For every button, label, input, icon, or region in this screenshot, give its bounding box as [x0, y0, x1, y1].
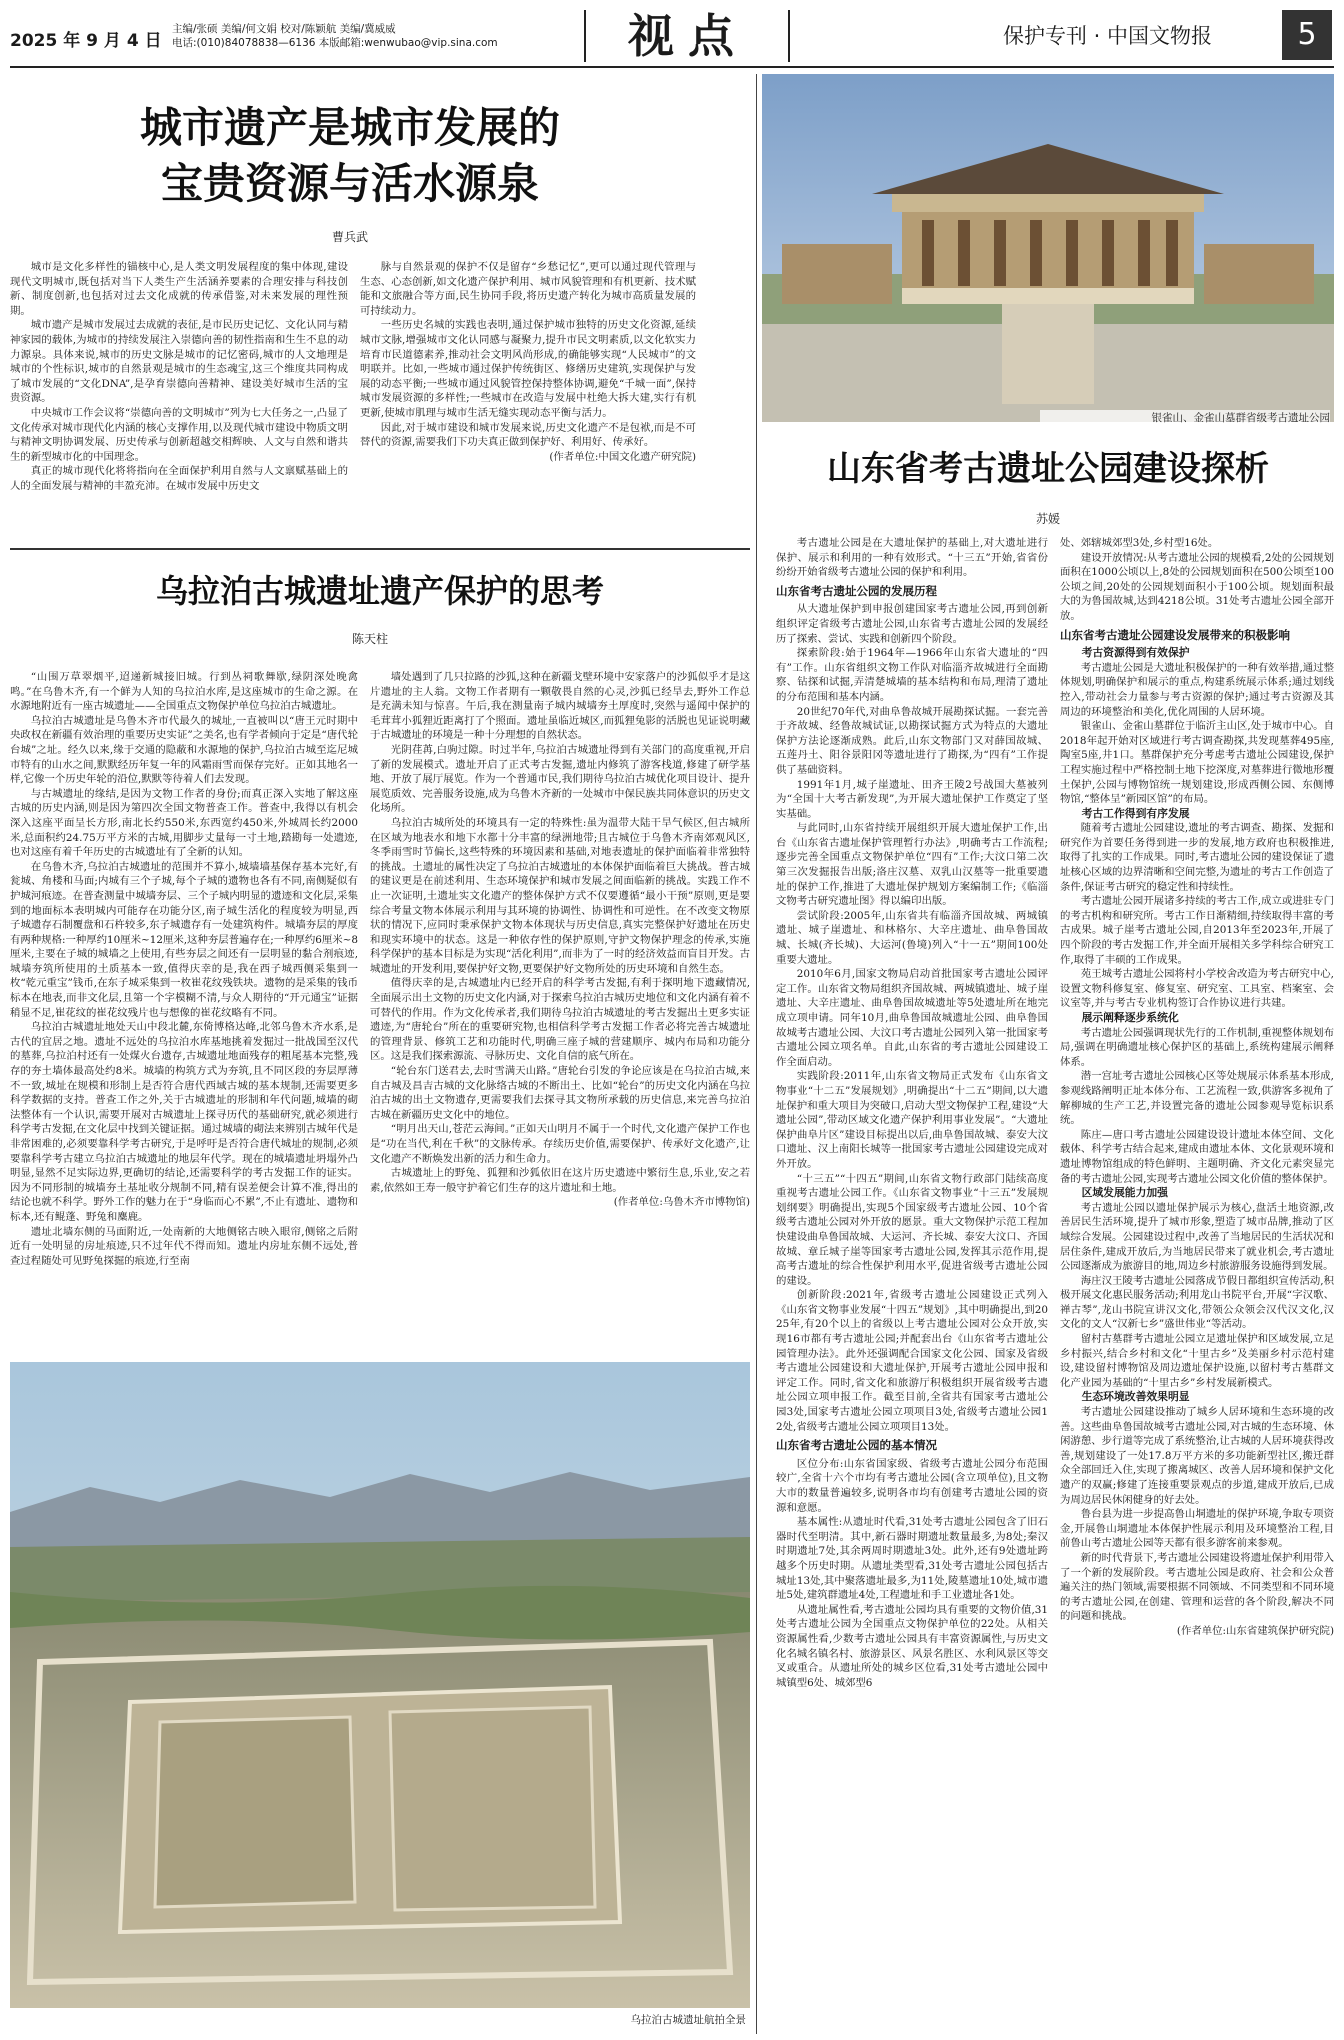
- paragraph: 与此同时,山东省持续开展组织开展大遗址保护工作,出台《山东省古遗址保护管理暂行办法》,明确考古工作流程;逐步完善全国重点文物保护单位“四有”工作;大汶口第二次第三次发掘报告出版;洛庄汉墓、双乳山汉墓等一批重要遗址的保护工作,推进了大遗址保护规划方案编制工作;《临淄文物考古研究遗址图》得以编印出版。: [776, 822, 1048, 908]
- article3-minor-heading: 展示阐释逐步系统化: [1081, 1011, 1179, 1024]
- article3-subheading-effect: 山东省考古遗址公园建设发展带来的积极影响: [1060, 627, 1290, 642]
- article1-column-1: [10, 260, 348, 516]
- paragraph: 乌拉泊古城遗址地处天山中段北麓,东倚博格达峰,北邻乌鲁木齐水系,是古代的宜居之地。遗址不远处的乌拉泊水库基地挑着发掘过一批战国至汉代的墓葬,乌拉泊村还有一处煤火台遗存,古城遗址地面残存的粗尾基本完整,残存的夯土墙体最高处约8米。城墙的构筑方式为夯筑,且不同区段的夯层厚薄不一致,城址在规模和形制上是否符合唐代西域古城的基本规制,还需要更多科学数据的支持。普查工作之外,关于古城遗址的形制和年代问题,城墙的砌法整体有一个认识,需要开展对古城遗址上探寻历代的基础研究,就必须进行科学考古发掘,在文化层中找到关键证据。通过城墙的砌法来辨别古城年代是非常困难的,必须要靠科学考古研究,于是呼吁是否符合唐代城址的规制,必须要靠科学考古建立乌拉泊古城遗址的地层年代学。现在的城墙遗址坍塌外凸明显,显然不足实际边界,更确切的结论,还需要科学的考古发掘工作的证实。因为不同形制的城墙夯土基址收分规制不同,精有误差便会计算不准,得出的结论也就不科学。野外工作的魅力在于“身临而心不累”,不止有遗址、遗物和标本,还有鲲蓬、野兔和麋鹿。: [10, 1021, 358, 1223]
- paragraph: 银雀山、金雀山墓群位于临沂主山区,处于城市中心。自2018年起开始对区域进行考古调查勘探,共发现墓葬495座,陶室5座,井1口。墓群保护充分考虑考古遗址公园建设,保护工程实施过程中严格控制土地下挖深度,对墓葬进行微地形覆土保护,公园与博物馆统一规划建设,形成西侧公园、东侧博物馆,“整体呈”新园区馆”的布局。: [1060, 720, 1334, 806]
- page-column-divider: [756, 74, 757, 2034]
- article2-author: 陈天柱: [351, 632, 388, 646]
- paragraph: 在乌鲁木齐,乌拉泊古城遗址的范围并不算小,城墙墙基保存基本完好,有瓮城、角楼和马面;内城有三个子城,每个子城的遗物也各有不同,南侧疑似有护城河痕迹。在普查测量中城墙夯层、三个子城内明显的遗迹和文化层,采集到的地面标本表明城内可能存在功能分区,南子城生活化的程度较为明显,西子城遗存石制覆盘和石杵较多,东子城遗存有一处建筑构件。城墙夯层的厚度有两种规格:一种厚约10厘米~12厘米,这种夯层普遍存在;一种厚约6厘米~8厘米,主要在子城的城墙之上使用,有些夯层之间还有一层明显的黏合剂痕迹,城墙夯筑所使用的土质基本一致,值得庆幸的是,我在西子城西侧采集到一枚“乾元重宝”钱币,在东子城采集到一枚崔花纹残铁块。遗物的是采集的钱币标本在地表,而非文化层,且第一个字模糊不清,与众人期待的“开元通宝”证据稍显不足,崔花纹的崔花纹残片也与想像的崔花纹略有不同。: [10, 860, 358, 1019]
- paragraph: 一些历史名城的实践也表明,通过保护城市独特的历史文化资源,延续城市文脉,增强城市文化认同感与凝聚力,提升市民文明素质,以文化软实力培育市民道德素养,推动社会文明风尚形成,的确能够实现“人民城市”的文明联并。比如,一些城市通过保护传统街区、修缮历史建筑,实现保护与发展的动态平衡;一些城市通过风貌管控保持整体协调,避免“千城一面”,保持城市发展资源的多样性;一些城市在改造与发展中杜绝大拆大建,实行有机更新,使城市肌理与城市生活无缝实现动态平衡与活力。: [360, 319, 696, 419]
- paragraph: 尝试阶段:2005年,山东省共有临淄齐国故城、两城镇遗址、城子崖遗址、和林格尔、大辛庄遗址、曲阜鲁国故城、长城(齐长城)、大运河(鲁境)列入“十一五”期间100处重要大遗址。: [776, 909, 1048, 966]
- article2-author-unit: (作者单位:乌鲁木齐市博物馆): [613, 1196, 750, 1209]
- article3-title: 山东省考古遗址公园建设探析: [827, 449, 1269, 489]
- paragraph: 区位分布:山东省国家级、省级考古遗址公园分布范围较广,全省十六个市均有考古遗址公园(含立项单位),且文物大市的数量普遍较多,说明各市均有创建考古遗址公园的资源和意愿。: [776, 1457, 1048, 1514]
- paragraph: 乌拉泊古城遗址是乌鲁木齐市代最久的城址,一直被叫以“唐王元时期中央政权在新疆有效治理的重要历史实证”之美名,也有学者倾向于定是“唐代轮台城”之址。经久以来,缘于交通的隐蔽和水源地的保护,乌拉泊古城至迄尼城市特有的山水之间,默默经历年复一年的风霜雨雪而保存完好。正如其地名一样,它像一个历史年轮的沿位,默默等待着人们去发现。: [10, 714, 358, 786]
- article3-minor-heading: 生态环境改善效果明显: [1081, 1390, 1190, 1404]
- paragraph: 随着考古遗址公园建设,遗址的考古调查、勘探、发掘和研究作为首要任务得到进一步的发展,地方政府也积极推进,取得了扎实的工作成果。同时,考古遗址公园的建设保证了遗址核心区域的边界清晰和空间完整,为遗址的考古工作创造了条件,保证考古研究的稳定性和持续性。: [1060, 822, 1334, 893]
- article2-photo-caption: 乌拉泊古城遗址航拍全景: [630, 2014, 746, 2026]
- issue-date: 2025 年 9 月 4 日: [10, 31, 162, 51]
- editorial-staff: [172, 22, 572, 50]
- article1-title-line2: 宝贵资源与活水源泉: [160, 159, 539, 208]
- paragraph: 潜一宫址考古遗址公园核心区等处规展示体系基本形成,参观线路阐明正址本体分布、工艺流程一致,供游客多视角了解柳城的生产工艺,并设置完备的遗址公园参观导览标识系统。: [1060, 1070, 1334, 1127]
- article3-author: 苏媛: [1035, 512, 1060, 526]
- article3-minor-heading: 考古资源得到有效保护: [1081, 646, 1190, 660]
- article2-column-1: [10, 670, 358, 1350]
- masthead-divider-right: [788, 10, 790, 62]
- article3-subheading-basic: 山东省考古遗址公园的基本情况: [776, 1438, 937, 1453]
- paragraph: “轮台东门送君去,去时雪满天山路。”唐轮台引发的争论应该是在乌拉泊古城,来自古城及昌吉古城的文化脉络古城的不断出土、比如“轮台”的历史文化内涵在乌拉泊古城的出土文物遗存,更需要我们去探寻其文物所承载的历史信息,来完善乌拉泊古城在新疆历史文化中的地位。: [370, 1065, 750, 1121]
- paragraph: 城市是文化多样性的锚核中心,是人类文明发展程度的集中体现,建设现代文明城市,既包括对当下人类生产生活涵养要素的合理安排与科技创新、制度创新,也包括对过去文化成就的传承借鉴,对未来发展的理性预期。: [10, 261, 348, 317]
- paragraph: 处、郊辖城郊型3处,乡村型16处。: [1060, 537, 1219, 549]
- paragraph: “山围万草翠烟平,迢递新城接旧城。行到丛祠歌舞歇,绿阴深处晚禽鸣。”在乌鲁木齐,有一个鲜为人知的乌拉泊水库,是这座城市的生命之源。在水源地附近有一座古城遗址——全国重点文物保护单位乌拉泊古城遗址。: [10, 671, 358, 713]
- paragraph: 2010年6月,国家文物局启动首批国家考古遗址公园评定工作。山东省文物局组织齐国故城、两城镇遗址、城子崖遗址、大辛庄遗址、曲阜鲁国故城遗址等5处遗址所在地完成立项申请。同年10月,曲阜鲁国故城遗址公园、曲阜鲁国故城考古遗址公园、大汶口考古遗址公园列入第一批国家考古遗址公园立项名单。自此,山东省的考古遗址公园建设工作全面启动。: [776, 968, 1048, 1068]
- paragraph: “十三五”“十四五”期间,山东省文物行政部门陆续高度重视考古遗址公园工作。《山东省文物事业“十三五”发展规划纲要》明确提出,实现5个国家级考古遗址公园、10个省级考古遗址公园对外开放的愿景。重大文物保护示范工程加快建设曲阜鲁国故城、大运河、齐长城、泰安大汶口、齐国故城、章丘城子崖等国家考古遗址公园,发挥其示范作用,提高考古遗址的综合性保护利用水平,促进省级考古遗址公园的建设。: [776, 1172, 1048, 1287]
- paragraph: 脉与自然景观的保护不仅是留存“乡愁记忆”,更可以通过现代管理与生态、心态创新,如文化遗产保护利用、城市风貌管理和有机更新、技术赋能和文旅融合等方面,民生协同手段,将历史遗产转化为城市高质量发展的可持续动力。: [360, 261, 696, 317]
- paragraph: 苑王城考古遗址公园将村小学校舍改造为考古研究中心,设置文物科修复室、修复室、研究室、工具室、档案室、会议室等,并与考古专业机构签订合作协议进行共建。: [1060, 968, 1334, 1010]
- masthead-divider-left: [584, 10, 586, 62]
- paragraph: 城市遗产是城市发展过去成就的表征,是市民历史记忆、文化认同与精神家园的载体,为城市的持续发展注入崇德向善的韧性指南和生生不息的动力源泉。具体来说,城市的历史文脉是城市的记忆密码,城市的人文地理是城市的个性标识,城市的自然景观是城市的生态魂宝,这三个维度共同构成了城市发展的“文化DNA”,是孕育崇德向善精神、建设美好城市生活的宝贵资源。: [10, 319, 348, 405]
- section-title: 视点: [628, 9, 748, 63]
- paragraph: 真正的城市现代化将将指向在全面保护利用自然与人文禀赋基础上的人的全面发展与精神的丰盈充沛。在城市发展中历史文: [10, 465, 348, 492]
- paragraph: 陈庄—唐口考古遗址公园建设设计遗址本体空间、文化载体、科学考古结合起来,建成由遗址本体、文化景观环境和遗址博物馆组成的特色鲜明、主题明确、齐文化元素突显完备的考古遗址公园,实现考古遗址公园文化价值的整体保护。: [1060, 1128, 1334, 1185]
- paragraph: 基本属性:从遗址时代看,31处考古遗址公园包含了旧石器时代至明清。其中,新石器时期遗址数量最多,为8处;秦汉时期遗址7处,其余两周时期遗址3处。此外,还有9处遗址跨越多个历史时期。从遗址类型看,31处考古遗址公园包括古城址13处,其中聚落遗址最多,为11处,陵墓遗址10处,城市遗址5处,建筑群遗址4处,工程遗址和手工业遗址各1处。: [776, 1516, 1048, 1602]
- paragraph: 考古遗址公园以遗址保护展示为核心,盘活土地资源,改善居民生活环境,提升了城市形象,塑造了城市品牌,推动了区域综合发展。公园建设过程中,改善了当地居民的生活状况和居住条件,建成开放后,为当地居民带来了就业机会,考古遗址公园逐渐成为旅游目的地,周边乡村旅游服务设施得到发展。: [1060, 1201, 1334, 1273]
- article3-subheading-history: 山东省考古遗址公园的发展历程: [776, 583, 937, 598]
- ulabo-aerial-photo: [10, 1362, 750, 2008]
- paragraph: 从遗址属性看,考古遗址公园均具有重要的文物价值,31处考古遗址公园为全国重点文物保护单位的22处。从相关资源属性看,少数考古遗址公园具有丰富资源属性,与历史文化名城名镇名村、旅游景区、风景名胜区、水利风景区等交叉或重合。从遗址所处的城乡区位看,31处考古遗址公园中城镇型6处、城郊型6: [776, 1603, 1048, 1689]
- paragraph: 因此,对于城市建设和城市发展来说,历史文化遗产不是包袱,而是不可替代的资源,需要我们下功夫真正做到保护好、利用好、传承好。: [360, 421, 696, 449]
- page-number: 5: [1282, 10, 1332, 60]
- staff-line-1: 主编/张硕 美编/何文娟 校对/陈颖航 美编/冀威威: [172, 23, 396, 35]
- article3-minor-heading: 区域发展能力加强: [1081, 1186, 1168, 1200]
- paragraph: 考古遗址公园开展诸多持续的考古工作,成立或进驻专门的考古机构和研究所。考古工作日渐精细,持续取得丰富的考古成果。城子崖考古遗址公园,自2013年至2023年,开展了四个阶段的考古发掘工作,并全面开展相关多学科综合研究工作,取得了丰硕的工作成果。: [1060, 895, 1334, 966]
- article1-title-line1: 城市遗产是城市发展的: [139, 103, 560, 152]
- paragraph: 1991年1月,城子崖遗址、田齐王陵2号战国大墓被列为“全国十大考古新发现”,为开展大遗址保护工作奠定了坚实基础。: [776, 778, 1048, 820]
- staff-line-2: 电话:(010)84078838—6136 本版邮箱:wenwubao@vip.sina.com: [172, 37, 498, 49]
- paragraph: 墙处遇到了几只拉路的沙狐,这种在新疆戈壁环境中安家落户的沙狐似乎才是这片遗址的主人翁。文物工作者期有一颗敬畏自然的心灵,沙狐已经旱去,野外工作总是充满未知与惊喜。午后,我在测量南子城内城墙夯土厚度时,突然与遥闻中保护的毛茸茸小狐狸近距离打了个照面。遗址虽临近城区,而狐狸兔影的活脱也见证说明藏于古城遗址的环境是一种十分理想的自然状态。: [370, 671, 750, 742]
- paragraph: 考古遗址公园是在大遗址保护的基础上,对大遗址进行保护、展示和利用的一种有效形式。“十三五”开始,省省份纷纷开始省级考古遗址公园的保护和利用。: [776, 537, 1048, 579]
- article2-title: 乌拉泊古城遗址遗产保护的思考: [155, 572, 604, 610]
- article3-photo-caption: 银雀山、金雀山墓群省级考古遗址公园: [1040, 410, 1330, 425]
- paragraph: 乌拉泊古城所处的环境具有一定的特殊性:虽为温带大陆干旱气候区,但古城所在区域为地表水和地下水都十分丰富的绿洲地带;且古城位于乌鲁木齐南郊观风区,冬季雨雪时节偏长,这些特殊的环境因素和基础,对地表遗址的保护面临着非常独特的挑战。土遗址的属性决定了乌拉泊古城遗址的本体保护面临着巨大挑战。普古城的建议更是在前述利用、生态环境保护和城市发展之间面临新的挑战。实践工作不止一次证明,土遗址实文化遗产的整体保护方式不仅要遵循“最小干预”原则,更是要综合考量文物本体展示利用与其环境的协调性、协调性和可逆性。在不改变文物原状的情况下,应同时秉承保护文物本体现状与历史信息,真实完整保护好遗址在历史和现实环境中的状态。这是一种依存性的保护原则,守护文物保护理念的传承,实施科学保护的基本目标是为实现“活化利用”,而非为了一时的经济效益而盲目开发。古城遗址的开发利用,要保护好文物,更要保护好文物所处的历史环境和自然生态。: [370, 816, 750, 975]
- paragraph: 光阴荏苒,白驹过隙。时过半年,乌拉泊古城遗址得到有关部门的高度重视,开启了新的发展模式。遗址开启了正式考古发掘,遗址内修筑了游客栈道,修建了研学基地、开放了展厅展览。作为一个普通市民,我们期待乌拉泊古城优化项目设计、提升展览质效、完善服务设施,成为乌鲁木齐新的一处城市中保民族共同体意识的历史文化场所。: [370, 743, 750, 815]
- paragraph: 探索阶段:始于1964年—1966年山东省大遗址的“四有”工作。山东省组织文物工作队对临淄齐故城进行全面勘察、钻探和试掘,弄清楚城墙的基本结构和布局,理清了遗址的分布范围和基本内涵。: [776, 647, 1048, 703]
- museum-photo: [762, 74, 1334, 422]
- article1-author-unit: (作者单位:中国文化遗产研究院): [549, 450, 696, 463]
- article2-column-2: [370, 670, 750, 1350]
- paragraph: 值得庆幸的是,古城遗址内已经开启的科学考古发掘,有利于探明地下遗藏情况,全面展示出土文物的历史文化内涵,对于探索乌拉泊古城历史地位和文化内涵有着不可替代的作用。作为文化传承者,我们期待乌拉泊古城遗址的考古发掘出土更多实证遗迹,为“唐轮台”所在的重要研究物,也相信科学考古发掘工作者必将完善古城遗址的管理背景、修筑工艺和功能时代,明确三座子城的营建顺序、城内布局和功能分区。这是我们探索源流、寻脉历史、文化自信的底气所在。: [370, 977, 750, 1063]
- paragraph: 实践阶段:2011年,山东省文物局正式发布《山东省文物事业“十二五”发展规划》,明确提出“十二五”期间,以大遗址保护和重大项目为突破口,启动大型文物保护工程,建设“大遗址公园”,带动区域文化遗产保护利用事业发展”。“大遗址保护曲阜片区”建设目标提出以后,曲阜鲁国故城、泰安大汶口遗址、汉上南阳长城等一批国家考古遗址公园建设完成对外开放。: [776, 1070, 1048, 1170]
- paragraph: 与古城遗址的缘结,是因为文物工作者的身份;而真正深入实地了解这座古城的历史内涵,则是因为第四次全国文物普查工作。普查中,我得以有机会深入这座平面呈长方形,南北长约550米,东西宽约450米,外城周长约2000米,总面积约24.75万平方米的古城,用脚步丈量每一寸土地,踏勘每一处遗迹,也对这座有着千年历史的古城遗址有了全新的认知。: [10, 787, 358, 859]
- article3-column-2: [1060, 536, 1334, 1996]
- article1-title: [60, 100, 640, 212]
- paragraph: 考古遗址公园是大遗址积极保护的一种有效举措,通过整体规划,明确保护和展示的重点,构建系统展示体系;通过划线控入,带动社会力量参与考古资源的保护;通过考古资源及其周边的环境整治和美化,优化周围的人居环境。: [1060, 661, 1334, 718]
- column-name: 保护专刊 · 中国文物报: [1002, 24, 1212, 48]
- paragraph: 20世纪70年代,对曲阜鲁故城开展勘探试掘。一套完善于齐故城、经鲁故城试证,以勘探试掘方式为特点的大遗址保护方法论逐渐成熟。此后,山东文物部门又对薛国故城、五莲丹土、阳谷景阳冈等遗址进行了勘探,为“四有”工作提供了基础资料。: [776, 705, 1048, 776]
- paragraph: 海庄汉王陵考古遗址公园落成节假日都组织宣传活动,积极开展文化惠民服务活动;利用龙山书院平台,开展“字汉歌、禅古琴”,龙山书院宣讲汉文化,带领公众领会汉代汉文化,汉文化的文人“汉新七乡”盛世伟业“等活动。: [1060, 1274, 1334, 1331]
- paragraph: 中央城市工作会议将“崇德向善的文明城市”列为七大任务之一,凸显了文化传承对城市现代化内涵的核心支撑作用,以及现代城市建设中物质文明与精神文明协调发展、历史传承与创新超越交相辉映、人文与自然和谐共生的新型城市化的中国理念。: [10, 406, 348, 463]
- paragraph: 鲁台县为进一步提高鲁山垌遗址的保护环境,争取专项资金,开展鲁山垌遗址本体保护性展示利用及环境整治工程,目前鲁山考古遗址公园等天都有很多游客前来参观。: [1060, 1508, 1334, 1550]
- paragraph: 从大遗址保护到申报创建国家考古遗址公园,再到创新组织评定省级考古遗址公园,山东省考古遗址公园的发展经历了探索、尝试、实践和创新四个阶段。: [776, 603, 1048, 645]
- paragraph: “明月出天山,苍茫云海间。”正如天山明月不属于一个时代,文化遗产保护工作也是“功在当代,利在千秋”的文脉传承。存续历史价值,需要保护、传承好文化遗产,让文化遗产不断焕发出新的活力和生命力。: [370, 1123, 750, 1165]
- article3-minor-heading: 考古工作得到有序发展: [1081, 806, 1190, 820]
- paragraph: 考古遗址公园建设推动了城乡人居环境和生态环境的改善。这些曲阜鲁国故城考古遗址公园,对古城的生态环境、休闲游憩、步行道等完成了系统整治,让古城的人居环境获得改善,规划建设了一处17.8万平方米的多功能新型社区,搬迁群众全部回迁入住,实现了搬离城区、改善人居环境和保护文化遗产的双赢;修建了连接重要景观点的步道,建成开放后,已成为周边居民休闲健身的好去处。: [1060, 1406, 1334, 1506]
- paragraph: 创新阶段:2021年,省级考古遗址公园建设正式列入《山东省文物事业发展“十四五”规划》,其中明确提出,到2025年,有20个以上的省级以上考古遗址公园对公众开放,实现16市都有考古遗址公园;并配套出台《山东省考古遗址公园管理办法》。此外还强调配合国家文化公园、国家及省级考古遗址公园建设和大遗址保护,开展考古遗址公园申报和评定工作。同时,省文化和旅游厅积极组织开展省级考古遗址公园立项申报工作。截至目前,全省共有国家考古遗址公园3处,国家考古遗址公园立项项目3处,省级考古遗址公园12处,省级考古遗址公园立项项目13处。: [776, 1289, 1048, 1433]
- article3-column-1: [776, 536, 1048, 1996]
- paragraph: 新的时代背景下,考古遗址公园建设将遗址保护利用带入了一个新的发展阶段。考古遗址公园是政府、社会和公众普遍关注的热门领域,需要根据不同领域、不同类型和不同环境的考古遗址公园,在创建、管理和运营的各个阶段,解决不同的问题和挑战。: [1060, 1551, 1334, 1623]
- paragraph: 古城遗址上的野兔、狐狸和沙狐依旧在这片历史遗迹中繁衍生息,乐业,安之若素,依然如王寿一般守护着它们生存的这片遗址和土地。: [370, 1167, 750, 1194]
- article3-author-unit: (作者单位:山东省建筑保护研究院): [1176, 1624, 1334, 1637]
- article-divider: [10, 548, 750, 550]
- paragraph: 留村古墓群考古遗址公园立足遗址保护和区域发展,立足乡村振兴,结合乡村和文化“十里古乡”及美丽乡村示范村建设,建设留村博物馆及周边遗址保护设施,以留村考古墓群文化产业园为基础的“十里古乡”乡村发展新模式。: [1060, 1333, 1334, 1389]
- article1-author: 曹兵武: [331, 230, 368, 244]
- paragraph: 遗址北墙东侧的马面附近,一处南新的大地侧铭古映入眼帘,侧铭之后附近有一处明显的房址痕迹,只不过年代不得而知。遗址内房址东侧不远处,普查过程随处可见野兔探掘的痕迹,行至南: [10, 1225, 358, 1267]
- paragraph: 建设开放情况:从考古遗址公园的规模看,2处的公园规划面积在1000公顷以上,8处的公园规划面积在500公顷至100公顷之间,20处的公园规划面积小于100公顷。规划面积最大的为鲁国故城,达到4218公顷。31处考古遗址公园全部开放。: [1060, 551, 1334, 622]
- article1-column-2: [360, 260, 696, 516]
- masthead-rule: [10, 66, 1334, 68]
- paragraph: 考古遗址公园强调现状先行的工作机制,重视整体规划布局,强调在明确遗址核心保护区的基础上,系统构建展示阐释体系。: [1060, 1026, 1334, 1068]
